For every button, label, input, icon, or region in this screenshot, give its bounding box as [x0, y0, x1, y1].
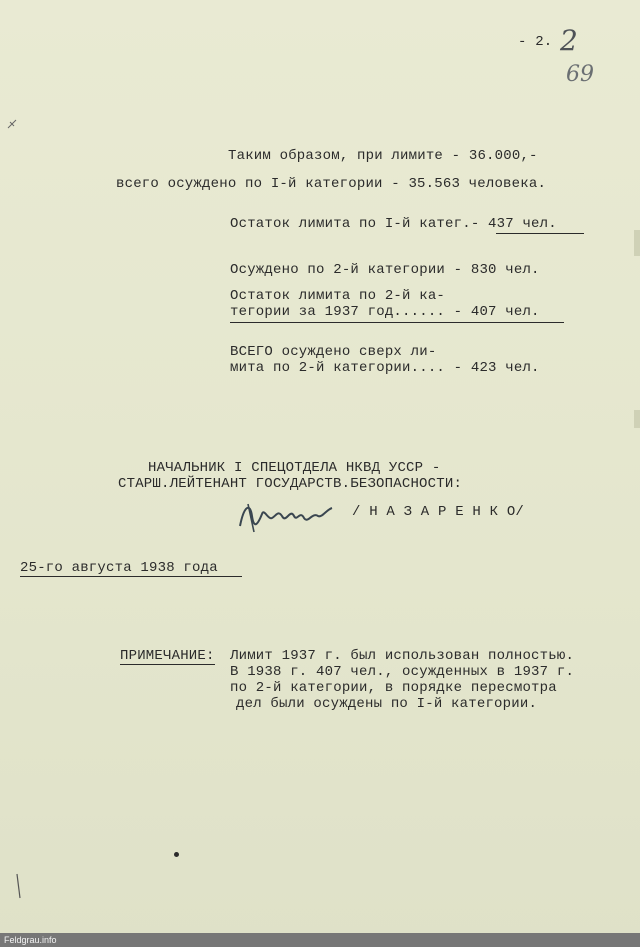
page-edge-mark	[634, 230, 640, 256]
total-over-limit-line-2: мита по 2-й категории.... - 423 чел.	[230, 360, 540, 376]
total-over-limit-line-1: ВСЕГО осуждено сверх ли-	[230, 344, 437, 360]
summary-line-2: всего осуждено по I-й категории - 35.563 человека.	[116, 176, 547, 192]
remainder-category-2-line-1: Остаток лимита по 2-й ка-	[230, 288, 446, 304]
signatory-position-line-1: НАЧАЛЬНИК I СПЕЦОТДЕЛА НКВД УССР -	[148, 460, 441, 476]
margin-mark	[14, 872, 24, 902]
remainder-category-1: Остаток лимита по I-й катег.- 437 чел.	[230, 216, 557, 232]
margin-tick	[6, 118, 18, 130]
page-number-typed: - 2.	[518, 34, 553, 50]
summary-line-1: Таким образом, при лимите - 36.000,-	[228, 148, 538, 164]
note-line-2: В 1938 г. 407 чел., осужденных в 1937 г.	[230, 664, 575, 680]
convicted-category-2: Осуждено по 2-й категории - 830 чел.	[230, 262, 540, 278]
note-line-3: по 2-й категории, в порядке пересмотра	[230, 680, 557, 696]
ink-dot	[174, 852, 179, 857]
handwritten-signature	[234, 496, 338, 536]
page-number-handwritten: 2	[560, 24, 578, 57]
date-underline	[20, 576, 242, 577]
note-line-4: дел были осуждены по I-й категории.	[236, 696, 538, 712]
watermark-bar: Feldgrau.info	[0, 933, 640, 947]
signatory-name: / Н А З А Р Е Н К О/	[352, 504, 525, 520]
remainder-category-2-line-2: тегории за 1937 год...... - 407 чел.	[230, 304, 540, 320]
summary-rule	[230, 322, 564, 323]
archive-page-number: 69	[566, 62, 594, 87]
note-line-1: Лимит 1937 г. был использован полностью.	[230, 648, 575, 664]
document-date: 25-го августа 1938 года	[20, 560, 218, 576]
note-label: ПРИМЕЧАНИЕ:	[120, 648, 215, 664]
page-edge-mark	[634, 410, 640, 428]
signatory-position-line-2: СТАРШ.ЛЕЙТЕНАНТ ГОСУДАРСТВ.БЕЗОПАСНОСТИ:	[118, 476, 463, 492]
remainder-underline	[496, 233, 584, 234]
